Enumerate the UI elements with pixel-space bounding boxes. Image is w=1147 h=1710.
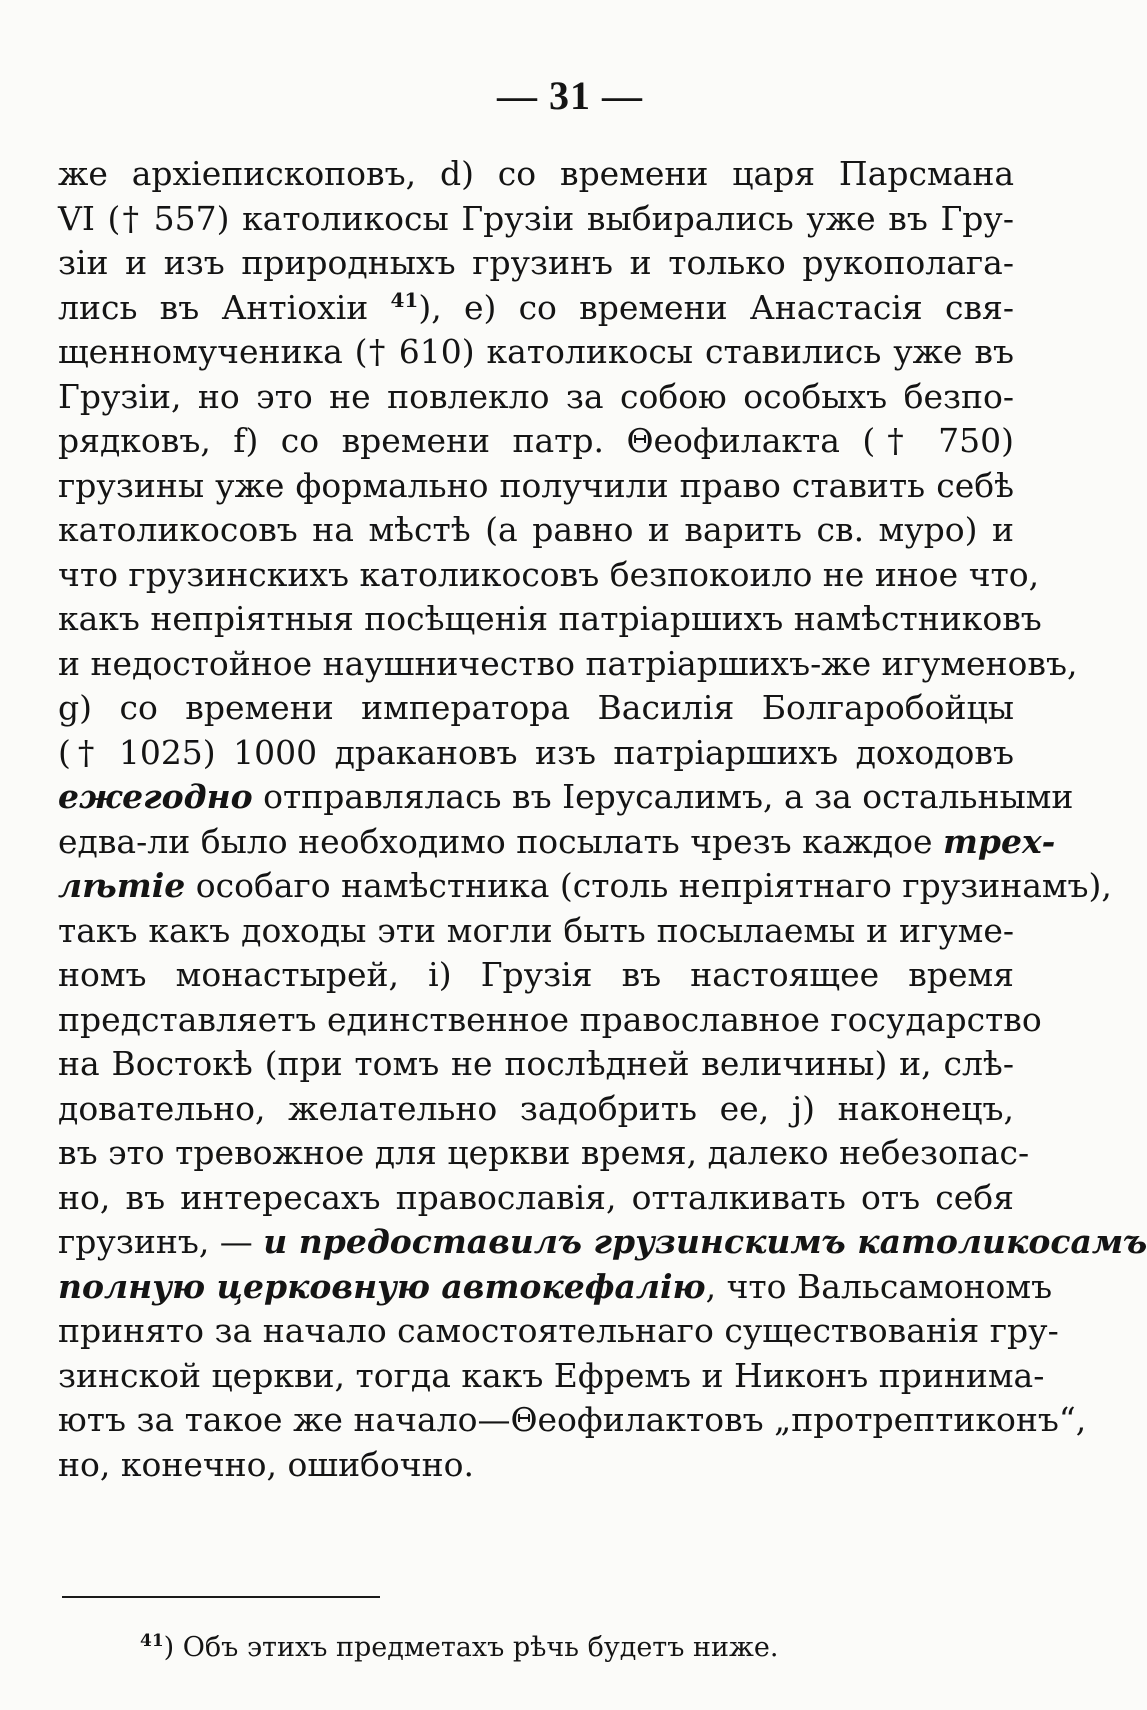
text-line bbox=[58, 508, 1014, 553]
text-line bbox=[58, 553, 1040, 598]
body-text bbox=[58, 152, 1147, 1487]
text-segment: на Востокѣ (при томъ не послѣдней величины) и, слѣ- bbox=[58, 1044, 1014, 1083]
text-segment: щенномученика († 610) католикосы ставились уже въ bbox=[58, 332, 1014, 371]
text-segment: такъ какъ доходы эти могли быть посылаемы и игуме- bbox=[58, 910, 1014, 950]
text-line bbox=[58, 731, 1014, 776]
footnote-text: ) Объ этихъ предметахъ рѣчь будетъ ниже. bbox=[163, 1632, 779, 1663]
text-segment: католикосовъ на мѣстѣ (а равно и варить св. муро) и bbox=[58, 510, 1014, 549]
emphasized-text: и предоставилъ грузинскимъ католикосамъ bbox=[263, 1222, 1147, 1261]
text-segment: отправлялась въ Іерусалимъ, а за остальными bbox=[252, 777, 1074, 816]
text-segment: зинской церкви, тогда какъ Ефремъ и Никонъ принима- bbox=[58, 1355, 1045, 1395]
text-line bbox=[58, 330, 1014, 375]
text-line bbox=[58, 1087, 1014, 1132]
text-segment: особаго намѣстника (столь непріятнаго грузинамъ), bbox=[185, 866, 1112, 905]
text-line bbox=[58, 241, 1014, 286]
emphasized-text: трех- bbox=[943, 821, 1056, 861]
text-segment: грузинъ, — bbox=[58, 1222, 264, 1261]
text-segment: зіи и изъ природныхъ грузинъ и только рукополага- bbox=[58, 243, 1014, 282]
text-segment: грузины уже формально получили право ставить себѣ bbox=[58, 465, 1014, 505]
text-line bbox=[58, 1042, 1014, 1087]
text-line bbox=[58, 998, 1042, 1043]
emphasized-text: лѣтіе bbox=[58, 866, 186, 905]
text-segment: едва-ли было необходимо посылать чрезъ каждое bbox=[58, 821, 944, 861]
text-segment: представляетъ единственное православное государство bbox=[58, 999, 1042, 1039]
text-segment: , что Вальсамономъ bbox=[705, 1266, 1053, 1306]
text-line bbox=[58, 909, 1014, 954]
emphasized-text: полную церковную автокефалію bbox=[58, 1266, 706, 1306]
text-segment: же архіепископовъ, d) со времени царя Парсмана bbox=[58, 154, 1014, 193]
text-line bbox=[58, 1443, 1014, 1488]
text-segment: ютъ за такое же начало—Θеофилактовъ „протрептиконъ“, bbox=[58, 1400, 1087, 1439]
text-line bbox=[58, 152, 1014, 197]
text-line bbox=[58, 642, 1078, 687]
text-line bbox=[58, 375, 1014, 420]
text-line bbox=[58, 197, 1014, 242]
text-segment: g) со времени императора Василія Болгаробойцы bbox=[58, 688, 1014, 727]
emphasized-text: ежегодно bbox=[58, 777, 253, 816]
text-line bbox=[58, 820, 1056, 865]
text-line bbox=[58, 686, 1014, 731]
text-segment: († 1025) 1000 дракановъ изъ патріаршихъ доходовъ bbox=[58, 732, 1014, 772]
text-segment: Грузіи, но это не повлекло за собою особыхъ безпо- bbox=[58, 376, 1014, 416]
footnote-divider bbox=[62, 1596, 380, 1598]
text-line bbox=[58, 464, 1014, 509]
text-line bbox=[58, 1398, 1087, 1443]
text-line bbox=[58, 286, 1014, 331]
text-segment: какъ непріятныя посѣщенія патріаршихъ намѣстниковъ bbox=[58, 599, 1042, 638]
text-line bbox=[58, 1354, 1045, 1399]
text-segment: и недостойное наушничество патріаршихъ-же игуменовъ, bbox=[58, 643, 1078, 683]
text-segment: VI († 557) католикосы Грузіи выбирались уже въ Гру- bbox=[58, 198, 1014, 238]
text-line bbox=[58, 419, 1014, 464]
text-segment: ), е) со времени Анастасія свя- bbox=[418, 287, 1014, 327]
text-line bbox=[58, 597, 1042, 642]
text-line bbox=[58, 864, 1112, 909]
text-line bbox=[58, 1220, 1147, 1265]
text-line bbox=[58, 775, 1074, 820]
text-segment: что грузинскихъ католикосовъ безпокоило не иное что, bbox=[58, 554, 1040, 594]
footnote bbox=[140, 1632, 778, 1663]
text-segment: лись въ Антіохіи bbox=[58, 287, 391, 327]
text-segment: но, конечно, ошибочно. bbox=[58, 1444, 474, 1484]
footnote-reference: 41 bbox=[390, 287, 419, 312]
text-line bbox=[58, 1176, 1014, 1221]
text-segment: рядковъ, f) со времени патр. Θеофилакта († 750) bbox=[58, 421, 1014, 460]
page-number: — 31 — bbox=[497, 73, 643, 118]
text-segment: номъ монастырей, i) Грузія въ настоящее время bbox=[58, 955, 1014, 994]
text-segment: принято за начало самостоятельнаго существованія гру- bbox=[58, 1311, 1059, 1350]
text-segment: въ это тревожное для церкви время, далеко небезопас- bbox=[58, 1133, 1030, 1172]
text-segment: довательно, желательно задобрить ее, j) наконецъ, bbox=[58, 1088, 1014, 1128]
footnote-marker: 41 bbox=[140, 1631, 164, 1651]
text-segment: но, въ интересахъ православія, отталкивать отъ себя bbox=[58, 1177, 1014, 1217]
text-line bbox=[58, 1265, 1053, 1310]
text-line bbox=[58, 1309, 1059, 1354]
text-line bbox=[58, 953, 1014, 998]
text-line bbox=[58, 1131, 1030, 1176]
